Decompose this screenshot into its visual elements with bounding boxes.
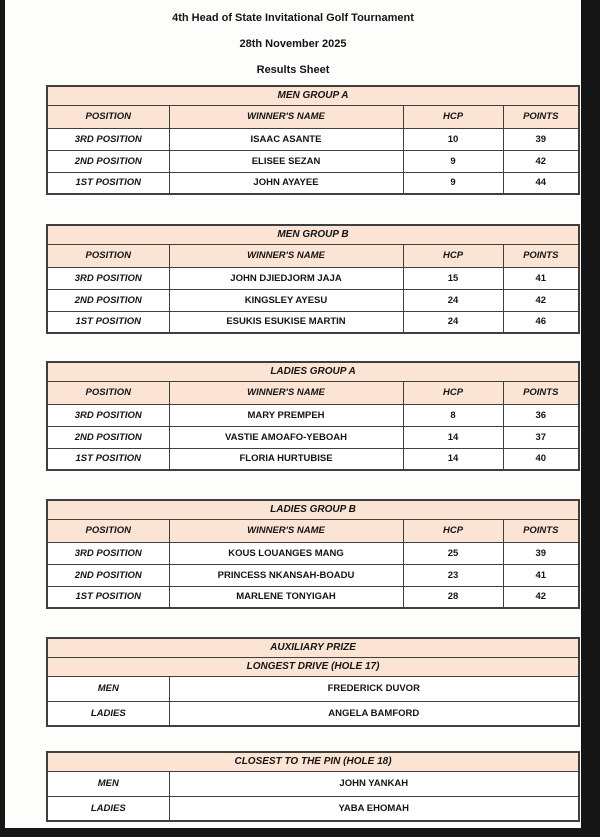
column-header-winners-name: WINNER'S NAME [169, 381, 403, 404]
points-cell: 42 [503, 586, 579, 608]
hcp-cell: 25 [403, 542, 503, 564]
column-header-hcp: HCP [403, 105, 503, 128]
table-row [47, 426, 579, 448]
table-row [47, 542, 579, 564]
column-header-points: POINTS [503, 519, 579, 542]
column-header-points: POINTS [503, 105, 579, 128]
table-title: AUXILIARY PRIZE [47, 638, 579, 657]
men-group-a-table [46, 85, 580, 195]
points-cell: 37 [503, 426, 579, 448]
hcp-cell: 24 [403, 311, 503, 333]
winner-name-cell: MARY PREMPEH [169, 404, 403, 426]
document-date: 28th November 2025 [239, 38, 347, 50]
points-cell: 39 [503, 128, 579, 150]
column-header-position: POSITION [47, 381, 169, 404]
points-cell: 44 [503, 172, 579, 194]
winner-name-cell: PRINCESS NKANSAH-BOADU [169, 564, 403, 586]
position-cell: 1ST POSITION [47, 311, 169, 333]
table-row [47, 311, 579, 333]
winner-name-cell: FREDERICK DUVOR [169, 676, 579, 701]
winner-name-cell: ESUKIS ESUKISE MARTIN [169, 311, 403, 333]
category-cell: LADIES [47, 796, 169, 821]
hcp-cell: 14 [403, 426, 503, 448]
closest-to-the-pin-table [46, 751, 580, 822]
column-header-points: POINTS [503, 381, 579, 404]
column-header-hcp: HCP [403, 381, 503, 404]
hcp-cell: 15 [403, 267, 503, 289]
position-cell: 2ND POSITION [47, 426, 169, 448]
points-cell: 42 [503, 289, 579, 311]
position-cell: 3RD POSITION [47, 128, 169, 150]
winner-name-cell: JOHN YANKAH [169, 771, 579, 796]
scan-edge-bottom [0, 828, 600, 837]
hcp-cell: 24 [403, 289, 503, 311]
auxiliary-prize-table [46, 637, 580, 727]
position-cell: 2ND POSITION [47, 564, 169, 586]
table-row [47, 771, 579, 796]
position-cell: 2ND POSITION [47, 150, 169, 172]
table-row [47, 150, 579, 172]
points-cell: 39 [503, 542, 579, 564]
winner-name-cell: VASTIE AMOAFO-YEBOAH [169, 426, 403, 448]
hcp-cell: 8 [403, 404, 503, 426]
sheet-label: Results Sheet [256, 64, 330, 76]
table-row [47, 267, 579, 289]
hcp-cell: 28 [403, 586, 503, 608]
winner-name-cell: JOHN AYAYEE [169, 172, 403, 194]
winner-name-cell: JOHN DJIEDJORM JAJA [169, 267, 403, 289]
points-cell: 42 [503, 150, 579, 172]
winner-name-cell: ISAAC ASANTE [169, 128, 403, 150]
winner-name-cell: FLORIA HURTUBISE [169, 448, 403, 470]
table-row [47, 586, 579, 608]
points-cell: 41 [503, 267, 579, 289]
column-header-winners-name: WINNER'S NAME [169, 105, 403, 128]
category-cell: MEN [47, 676, 169, 701]
table-title: MEN GROUP B [47, 225, 579, 244]
hcp-cell: 9 [403, 172, 503, 194]
hcp-cell: 9 [403, 150, 503, 172]
men-group-b-table [46, 224, 580, 334]
position-cell: 1ST POSITION [47, 172, 169, 194]
column-header-hcp: HCP [403, 244, 503, 267]
table-row [47, 796, 579, 821]
winner-name-cell: YABA EHOMAH [169, 796, 579, 821]
points-cell: 40 [503, 448, 579, 470]
hcp-cell: 14 [403, 448, 503, 470]
table-title: CLOSEST TO THE PIN (HOLE 18) [47, 752, 579, 771]
hcp-cell: 10 [403, 128, 503, 150]
position-cell: 1ST POSITION [47, 586, 169, 608]
scan-edge-right [581, 0, 600, 837]
column-header-hcp: HCP [403, 519, 503, 542]
table-row [47, 404, 579, 426]
winner-name-cell: ANGELA BAMFORD [169, 701, 579, 726]
points-cell: 46 [503, 311, 579, 333]
position-cell: 3RD POSITION [47, 542, 169, 564]
column-header-position: POSITION [47, 519, 169, 542]
category-cell: LADIES [47, 701, 169, 726]
table-title: LADIES GROUP A [47, 362, 579, 381]
position-cell: 3RD POSITION [47, 267, 169, 289]
results-sheet-page [5, 0, 581, 828]
winner-name-cell: ELISEE SEZAN [169, 150, 403, 172]
position-cell: 2ND POSITION [47, 289, 169, 311]
table-row [47, 448, 579, 470]
position-cell: 3RD POSITION [47, 404, 169, 426]
column-header-points: POINTS [503, 244, 579, 267]
hcp-cell: 23 [403, 564, 503, 586]
points-cell: 41 [503, 564, 579, 586]
document-title: 4th Head of State Invitational Golf Tournament [172, 12, 414, 24]
column-header-position: POSITION [47, 105, 169, 128]
column-header-position: POSITION [47, 244, 169, 267]
winner-name-cell: MARLENE TONYIGAH [169, 586, 403, 608]
table-row [47, 701, 579, 726]
column-header-winners-name: WINNER'S NAME [169, 244, 403, 267]
position-cell: 1ST POSITION [47, 448, 169, 470]
table-row [47, 676, 579, 701]
table-title: MEN GROUP A [47, 86, 579, 105]
table-title: LADIES GROUP B [47, 500, 579, 519]
table-subtitle: LONGEST DRIVE (HOLE 17) [47, 657, 579, 676]
table-row [47, 289, 579, 311]
table-row [47, 564, 579, 586]
column-header-winners-name: WINNER'S NAME [169, 519, 403, 542]
winner-name-cell: KOUS LOUANGES MANG [169, 542, 403, 564]
ladies-group-b-table [46, 499, 580, 609]
table-row [47, 172, 579, 194]
category-cell: MEN [47, 771, 169, 796]
winner-name-cell: KINGSLEY AYESU [169, 289, 403, 311]
ladies-group-a-table [46, 361, 580, 471]
table-row [47, 128, 579, 150]
points-cell: 36 [503, 404, 579, 426]
document-headings [5, 0, 581, 77]
